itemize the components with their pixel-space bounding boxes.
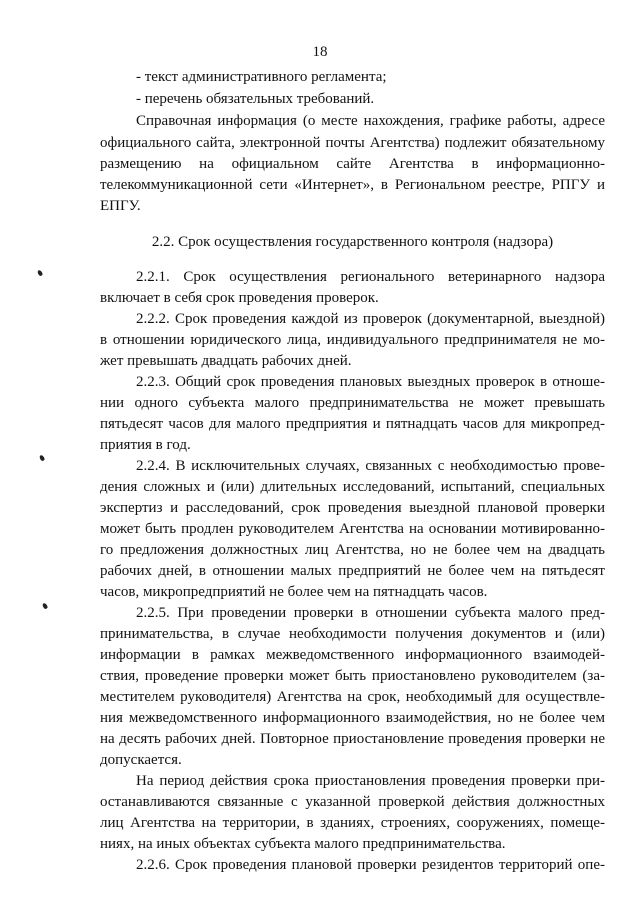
text-line: может быть продлен руководителем Агентства на основании мотивированно- <box>100 521 605 537</box>
text-line: ния межведомственного информационного взаимодействия, но не более чем <box>100 710 605 726</box>
text-line: допускается. <box>100 752 182 768</box>
margin-mark <box>42 602 48 609</box>
margin-mark <box>39 454 45 461</box>
text-line: на десять рабочих дней. Повторное приостановление проведения проверки не <box>100 731 605 747</box>
page-number: 18 <box>312 44 328 60</box>
text-line: Справочная информация (о месте нахождения, графике работы, адресе <box>136 113 605 129</box>
text-line: приятия в год. <box>100 437 191 453</box>
text-line: рабочих дней, в отношении малых предприятий не более чем на пятьдесят <box>100 563 605 579</box>
text-line: На период действия срока приостановления проведения проверки при- <box>136 773 605 789</box>
text-line: 2.2.3. Общий срок проведения плановых выездных проверок в отноше- <box>136 374 605 390</box>
text-line: включает в себя срок проведения проверок. <box>100 290 379 306</box>
text-line: 2.2.5. При проведении проверки в отношении субъекта малого пред- <box>136 605 605 621</box>
text-line: дения сложных и (или) длительных исследований, испытаний, специальных <box>100 479 605 495</box>
text-line: 2.2.6. Срок проведения плановой проверки резидентов территорий опе- <box>136 857 605 873</box>
text-line: пятьдесят часов для малого предприятия и пятнадцать часов для микропред- <box>100 416 605 432</box>
text-line: официального сайта, электронной почты Агентства) подлежит обязательному <box>100 135 605 151</box>
text-line: 2.2.1. Срок осуществления регионального ветеринарного надзора <box>136 269 605 285</box>
text-line: 2.2.4. В исключительных случаях, связанных с необходимостью прове- <box>136 458 605 474</box>
text-line: информации в рамках межведомственного информационного взаимодей- <box>100 647 605 663</box>
text-line: останавливаются связанные с указанной проверкой действия должностных <box>100 794 605 810</box>
text-line: ЕПГУ. <box>100 198 141 214</box>
text-line: часов, микропредприятий не более чем на пятнадцать часов. <box>100 584 488 600</box>
text-line: принимательства, в случае необходимости получения документов и (или) <box>100 626 605 642</box>
margin-mark <box>37 269 43 276</box>
text-line: жет превышать двадцать рабочих дней. <box>100 353 352 369</box>
text-line: экспертиз и расследований, срок проведения выездной плановой проверки <box>100 500 605 516</box>
text-line: лиц Агентства на территории, в зданиях, строениях, сооружениях, помеще- <box>100 815 605 831</box>
text-line: нии одного субъекта малого предпринимательства не может превышать <box>100 395 605 411</box>
text-line: телекоммуникационной сети «Интернет», в Региональном реестре, РПГУ и <box>100 177 605 193</box>
text-line: ниях, на иных объектах субъекта малого предпринимательства. <box>100 836 506 852</box>
text-line: местителем руководителя) Агентства на срок, необходимый для осуществле- <box>100 689 605 705</box>
text-line: - текст административного регламента; <box>136 69 387 85</box>
text-line: - перечень обязательных требований. <box>136 91 375 107</box>
section-heading: 2.2. Срок осуществления государственного контроля (надзора) <box>151 234 554 250</box>
text-line: в отношении юридического лица, индивидуального предпринимателя не мо- <box>100 332 605 348</box>
text-line: ствия, проведение проверки может быть приостановлено руководителем (за- <box>100 668 605 684</box>
text-line: го предложения должностных лиц Агентства, но не более чем на двадцать <box>100 542 605 558</box>
text-line: 2.2.2. Срок проведения каждой из проверок (документарной, выездной) <box>136 311 605 327</box>
text-line: размещению на официальном сайте Агентства в информационно- <box>100 156 605 172</box>
